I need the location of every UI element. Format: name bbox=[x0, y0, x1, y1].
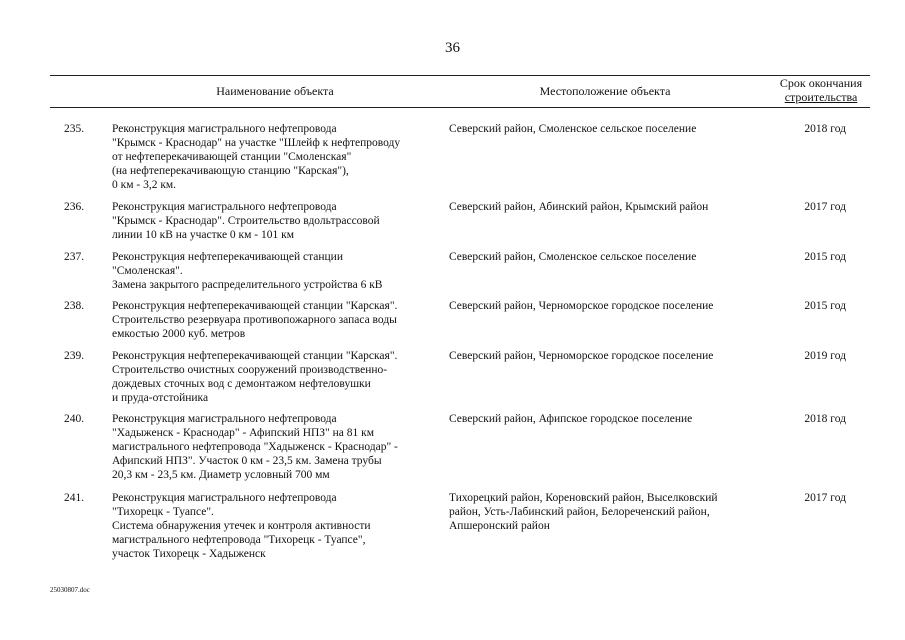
object-name-line: Реконструкция магистрального нефтепровода bbox=[112, 492, 337, 504]
row-number: 236. bbox=[64, 201, 85, 213]
object-location-line: Северский район, Абинский район, Крымский район bbox=[449, 201, 709, 213]
object-location-line: Северский район, Смоленское сельское поселение bbox=[449, 251, 697, 263]
footer-filename: 25030807.doc bbox=[50, 586, 90, 594]
object-name-line: Строительство резервуара противопожарного запаса воды bbox=[112, 314, 397, 326]
object-name-line: емкостью 2000 куб. метров bbox=[112, 328, 246, 340]
object-name-line: "Хадыженск - Краснодар" - Афипский НПЗ" на 81 км bbox=[112, 427, 375, 439]
row-number: 241. bbox=[64, 492, 85, 504]
row-number: 239. bbox=[64, 350, 85, 362]
object-location-line: район, Усть-Лабинский район, Белореченский район, bbox=[449, 506, 710, 518]
object-location bbox=[449, 349, 759, 363]
object-name-line: дождевых сточных вод с демонтажом нефтеловушки bbox=[112, 378, 371, 390]
object-location-line: Тихорецкий район, Кореновский район, Выселковский bbox=[449, 492, 718, 504]
object-name-line: Реконструкция магистрального нефтепровода bbox=[112, 201, 337, 213]
object-name-line: "Крымск - Краснодар". Строительство вдольтрассовой bbox=[112, 215, 380, 227]
object-name-line: 0 км - 3,2 км. bbox=[112, 179, 177, 191]
header-deadline-line1: Срок окончания bbox=[779, 76, 863, 90]
object-name-line: участок Тихорецк - Хадыженск bbox=[112, 548, 266, 560]
object-name-line: Реконструкция нефтеперекачивающей станции bbox=[112, 251, 343, 263]
object-name-line: "Крымск - Краснодар" на участке "Шлейф к нефтепроводу bbox=[112, 137, 401, 149]
object-location-line: Северский район, Смоленское сельское поселение bbox=[449, 123, 697, 135]
object-location bbox=[449, 122, 759, 136]
object-name bbox=[112, 349, 442, 405]
object-location-line: Северский район, Афипское городское поселение bbox=[449, 413, 693, 425]
header-location: Местоположение объекта bbox=[539, 84, 671, 98]
object-location bbox=[449, 491, 759, 533]
object-name-line: Реконструкция нефтеперекачивающей станции "Карская". bbox=[112, 350, 398, 362]
object-name-line: (на нефтеперекачивающую станцию "Карская"), bbox=[112, 165, 349, 177]
object-location bbox=[449, 250, 759, 264]
construction-deadline: 2015 год bbox=[804, 300, 846, 312]
object-name bbox=[112, 250, 442, 292]
object-name bbox=[112, 299, 442, 341]
construction-deadline: 2015 год bbox=[804, 251, 846, 263]
header-deadline-line2: строительства bbox=[784, 90, 858, 104]
object-name-line: Система обнаружения утечек и контроля активности bbox=[112, 520, 371, 532]
row-number: 238. bbox=[64, 300, 85, 312]
object-name-line: магистрального нефтепровода "Тихорецк - Туапсе", bbox=[112, 534, 366, 546]
construction-deadline: 2018 год bbox=[804, 123, 846, 135]
object-name-line: от нефтеперекачивающей станции "Смоленская" bbox=[112, 151, 352, 163]
object-name-line: линии 10 кВ на участке 0 км - 101 км bbox=[112, 229, 294, 241]
object-name-line: 20,3 км - 23,5 км. Диаметр условный 700 мм bbox=[112, 469, 330, 481]
object-name bbox=[112, 122, 442, 192]
object-name bbox=[112, 200, 442, 242]
object-location-line: Северский район, Черноморское городское поселение bbox=[449, 300, 714, 312]
row-number: 235. bbox=[64, 123, 85, 135]
row-number: 240. bbox=[64, 413, 85, 425]
object-name bbox=[112, 491, 442, 561]
object-name-line: "Тихорецк - Туапсе". bbox=[112, 506, 214, 518]
page-number: 36 bbox=[445, 40, 460, 56]
object-name-line: Замена закрытого распределительного устройства 6 кВ bbox=[112, 279, 383, 291]
object-name-line: магистрального нефтепровода "Хадыженск - Краснодар" - bbox=[112, 441, 398, 453]
object-location bbox=[449, 412, 759, 426]
object-name-line: Реконструкция нефтеперекачивающей станции "Карская". bbox=[112, 300, 398, 312]
construction-deadline: 2019 год bbox=[804, 350, 846, 362]
object-location-line: Апшеронский район bbox=[449, 520, 550, 532]
header-name: Наименование объекта bbox=[216, 84, 334, 98]
object-name bbox=[112, 412, 442, 482]
object-name-line: и пруда-отстойника bbox=[112, 392, 209, 404]
object-name-line: Строительство очистных сооружений производственно- bbox=[112, 364, 388, 376]
object-location-line: Северский район, Черноморское городское поселение bbox=[449, 350, 714, 362]
object-location bbox=[449, 299, 759, 313]
construction-deadline: 2018 год bbox=[804, 413, 846, 425]
object-location bbox=[449, 200, 759, 214]
construction-deadline: 2017 год bbox=[804, 201, 846, 213]
object-name-line: Афипский НПЗ". Участок 0 км - 23,5 км. Замена трубы bbox=[112, 455, 382, 467]
row-number: 237. bbox=[64, 251, 85, 263]
object-name-line: Реконструкция магистрального нефтепровода bbox=[112, 123, 337, 135]
object-name-line: "Смоленская". bbox=[112, 265, 183, 277]
construction-deadline: 2017 год bbox=[804, 492, 846, 504]
object-name-line: Реконструкция магистрального нефтепровода bbox=[112, 413, 337, 425]
